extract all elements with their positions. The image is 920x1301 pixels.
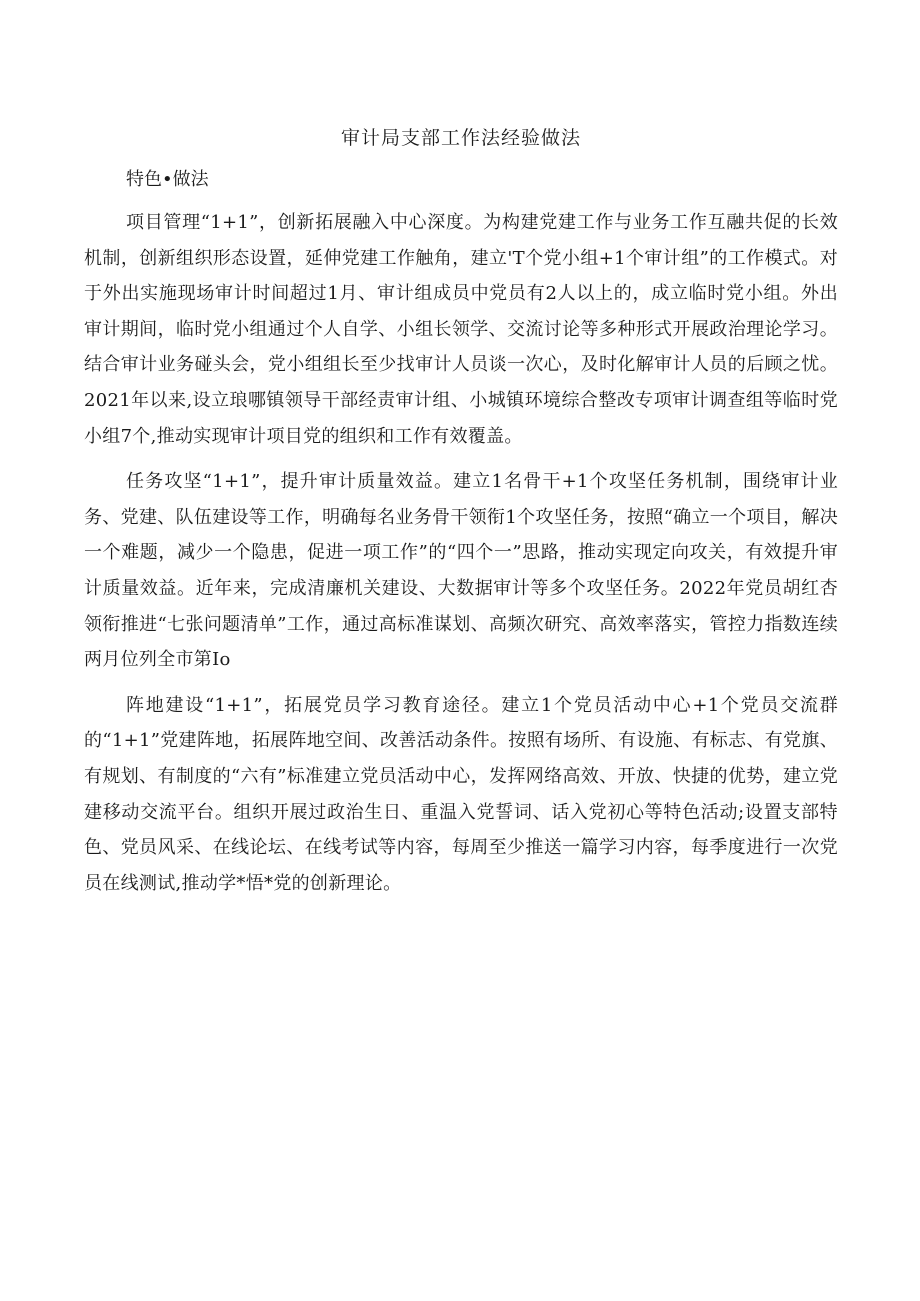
paragraph-task-tackling: 任务攻坚“1+1”，提升审计质量效益。建立1名骨干+1个攻坚任务机制，围绕审计业务、党建、队伍建设等工作，明确每名业务骨干领衔1个攻坚任务，按照“确立一个项目，解决一个难题，减少一个隐患，促进一项工作”的“四个一”思路，推动实现定向攻关，有效提升审计质量效益。近年来，完成清廉机关建设、大数据审计等多个攻坚任务。2022年党员胡红杏领衔推进“七张问题清单”工作，通过高标准谋划、高频次研究、高效率落实，管控力指数连续两月位列全市第Io — [84, 471, 838, 671]
section-heading: 特色•做法 — [126, 169, 209, 190]
paragraph-position-building: 阵地建设“1+1”，拓展党员学习教育途径。建立1个党员活动中心+1个党员交流群的“1+1”党建阵地，拓展阵地空间、改善活动条件。按照有场所、有设施、有标志、有党旗、有规划、有制度的“六有”标准建立党员活动中心，发挥网络高效、开放、快捷的优势，建立党建移动交流平台。组织开展过政治生日、重温入党誓词、话入党初心等特色活动;设置支部特色、党员风采、在线论坛、在线考试等内容，每周至少推送一篇学习内容，每季度进行一次党员在线测试,推动学*悟*党的创新理论。 — [84, 694, 838, 894]
document-title: 审计局支部工作法经验做法 — [340, 127, 581, 149]
document-page — [84, 120, 838, 901]
paragraph-project-management: 项目管理“1+1”，创新拓展融入中心深度。为构建党建工作与业务工作互融共促的长效机制，创新组织形态设置，延伸党建工作触角，建立'T个党小组+1个审计组”的工作模式。对于外出实施现场审计时间超过1月、审计组成员中党员有2人以上的，成立临时党小组。外出审计期间，临时党小组通过个人自学、小组长领学、交流讨论等多种形式开展政治理论学习。结合审计业务碰头会，党小组组长至少找审计人员谈一次心，及时化解审计人员的后顾之忧。2021年以来,设立琅哪镇领导干部经责审计组、小城镇环境综合整改专项审计调查组等临时党小组7个,推动实现审计项目党的组织和工作有效覆盖。 — [84, 212, 838, 447]
